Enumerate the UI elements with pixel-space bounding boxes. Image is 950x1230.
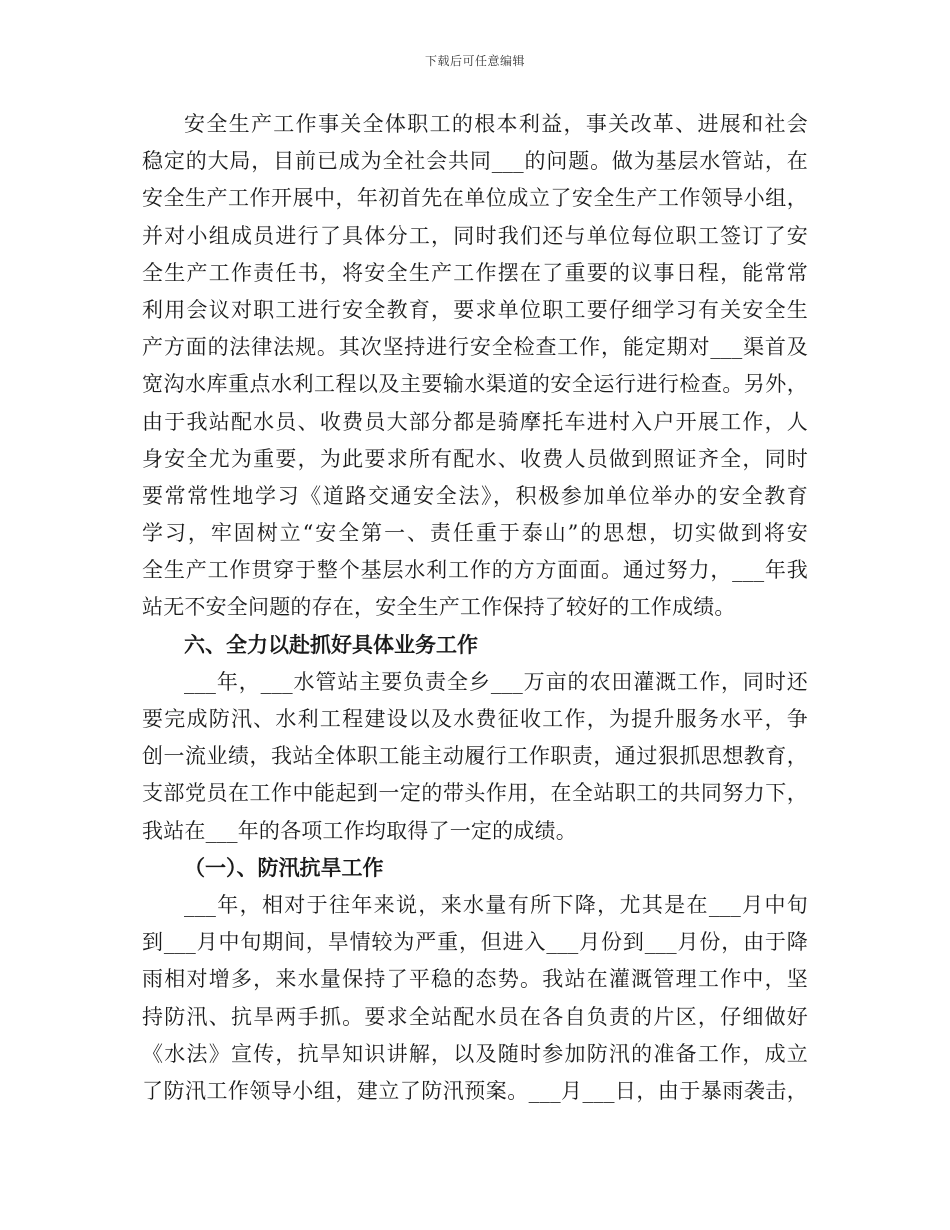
- paragraph-line: 稳定的大局，目前已成为全社会共同___的问题。做为基层水管站，在: [142, 149, 808, 174]
- paragraph-line: 了防汛工作领导小组，建立了防汛预案。___月___日，由于暴雨袭击，: [142, 1078, 808, 1103]
- paragraph-line: 全生产工作责任书，将安全生产工作摆在了重要的议事日程，能常常: [142, 260, 808, 285]
- paragraph-line: ___年，相对于往年来说，来水量有所下降，尤其是在___月中旬: [184, 892, 808, 917]
- paragraph-line: 站无不安全问题的存在，安全生产工作保持了较好的工作成绩。: [142, 595, 736, 620]
- paragraph-line: 宽沟水库重点水利工程以及主要输水渠道的安全运行进行检查。另外，: [142, 372, 808, 397]
- subsection-heading: （一）、防汛抗旱工作: [184, 855, 384, 880]
- paragraph-line: 并对小组成员进行了具体分工，同时我们还与单位每位职工签订了安: [142, 223, 808, 248]
- section-heading: 六、全力以赴抓好具体业务工作: [184, 632, 478, 657]
- paragraph-business: [142, 664, 808, 850]
- paragraph-line: 要常常性地学习《道路交通安全法》，积极参加单位举办的安全教育: [142, 483, 808, 508]
- paragraph-line: 创一流业绩，我站全体职工能主动履行工作职责，通过狠抓思想教育，: [142, 744, 808, 769]
- paragraph-safety: [142, 106, 808, 627]
- paragraph-line: 《水法》宣传，抗旱知识讲解，以及随时参加防汛的准备工作，成立: [142, 1041, 808, 1066]
- paragraph-line: 持防汛、抗旱两手抓。要求全站配水员在各自负责的片区，仔细做好: [142, 1004, 808, 1029]
- paragraph-line: 雨相对增多，来水量保持了平稳的态势。我站在灌溉管理工作中，坚: [142, 967, 808, 992]
- paragraph-flood: [142, 887, 808, 1110]
- paragraph-line: 身安全尤为重要，为此要求所有配水、收费人员做到照证齐全，同时: [142, 446, 808, 471]
- paragraph-line: 由于我站配水员、收费员大部分都是骑摩托车进村入户开展工作，人: [142, 409, 808, 434]
- page-header: 下载后可任意编辑: [424, 54, 525, 68]
- document-body: [142, 106, 808, 1110]
- paragraph-line: ___年，___水管站主要负责全乡___万亩的农田灌溉工作，同时还: [184, 669, 808, 694]
- paragraph-line: 支部党员在工作中能起到一定的带头作用，在全站职工的共同努力下，: [142, 781, 808, 806]
- paragraph-line: 安全生产工作事关全体职工的根本利益，事关改革、进展和社会: [184, 112, 808, 136]
- paragraph-line: 到___月中旬期间，旱情较为严重，但进入___月份到___月份，由于降: [142, 930, 808, 955]
- paragraph-line: 学习，牢固树立“安全第一、责任重于泰山”的思想，切实做到将安: [142, 521, 808, 546]
- paragraph-line: 我站在___年的各项工作均取得了一定的成绩。: [142, 818, 577, 843]
- paragraph-line: 利用会议对职工进行安全教育，要求单位职工要仔细学习有关安全生: [142, 297, 808, 322]
- paragraph-line: 全生产工作贯穿于整个基层水利工作的方方面面。通过努力，___年我: [142, 558, 808, 583]
- paragraph-line: 要完成防汛、水利工程建设以及水费征收工作，为提升服务水平，争: [142, 707, 808, 731]
- paragraph-line: 安全生产工作开展中，年初首先在单位成立了安全生产工作领导小组，: [142, 186, 808, 211]
- paragraph-line: 产方面的法律法规。其次坚持进行安全检查工作，能定期对___渠首及: [142, 335, 808, 360]
